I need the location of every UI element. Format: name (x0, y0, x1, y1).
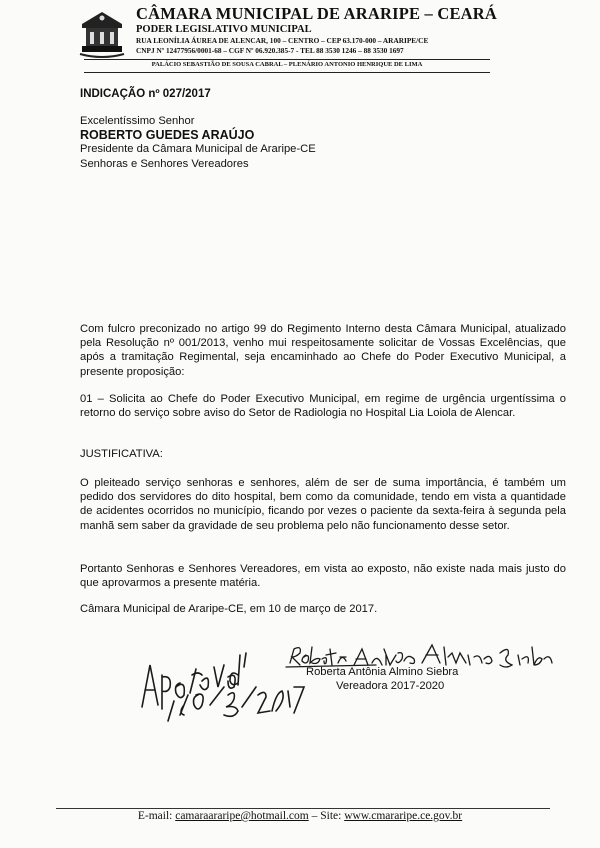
handwritten-signature (286, 645, 552, 667)
addressee-block (80, 114, 316, 171)
chamber-address: RUA LEONÍLIA ÁUREA DE ALENCAR, 100 – CENTRO – CEP 63.170-000 – ARARIPE/CE (136, 36, 429, 45)
signer-role: Vereadora 2017-2020 (336, 680, 445, 692)
letterhead-divider-top (84, 59, 490, 60)
signer-name: Roberta Antônia Almino Siebra (306, 666, 459, 678)
justification-title: JUSTIFICATIVA: (80, 448, 163, 460)
recipient-extra: Senhoras e Senhores Vereadores (80, 157, 249, 170)
municipal-crest-icon (78, 6, 126, 58)
chamber-title: CÂMARA MUNICIPAL DE ARARIPE – CEARÁ (136, 4, 497, 23)
recipient-name: ROBERTO GUEDES ARAÚJO (80, 128, 255, 143)
paragraph-intro: Com fulcro preconizado no artigo 99 do Regimento Interno desta Câmara Municipal, atualizado pela Resolução nº 001/2013, venho mui respeitosamente solicitar de Vossas Excelências, que após a tramitação Regimental, seja encaminhado ao Chefe do Poder Executivo Municipal, a presente proposição: (80, 323, 566, 378)
footer-divider (56, 808, 550, 809)
site-link[interactable]: www.cmararipe.ce.gov.br (344, 810, 463, 822)
footer (0, 810, 600, 822)
email-label: E-mail: (137, 810, 173, 822)
approval-stamp (142, 653, 304, 721)
palace-line: PALÁCIO SEBASTIÃO DE SOUSA CABRAL – PLENÁRIO ANTONIO HENRIQUE DE LIMA (151, 61, 423, 68)
recipient-role: Presidente da Câmara Municipal de Araripe-CE (80, 143, 316, 156)
paragraph-justification-2: Portanto Senhoras e Senhores Vereadores, em vista ao exposto, não existe nada mais justo do que aprovarmos a presente matéria. (80, 563, 566, 590)
chamber-ids: CNPJ Nº 12477956/0001-68 – CGF Nº 06.920.385-7 - TEL 88 3530 1246 – 88 3530 1697 (136, 45, 404, 55)
paragraph-justification-1: O pleiteado serviço senhoras e senhores, além de ser de suma importância, é também um pedido dos servidores do dito hospital, bem como da comunidade, tendo em vista a quantidade de acidentes ocorridos no município, ficando por vezes o paciente da sexta-feira à segunda pela manhã sem saber da gravidade de seu problema pelo não funcionamento desse setor. (80, 477, 566, 532)
paragraph-item: 01 – Solicita ao Chefe do Poder Executivo Municipal, em regime de urgência urgentíssima o retorno do serviço sobre aviso do Setor de Radiologia no Hospital Lia Loiola de Alencar. (80, 393, 566, 420)
salutation: Excelentíssimo Senhor (80, 115, 195, 127)
site-label: Site: (320, 810, 342, 822)
signature-area (140, 635, 560, 725)
document-number: INDICAÇÃO nº 027/2017 (80, 88, 211, 100)
letterhead-divider-bottom (84, 72, 490, 73)
footer-separator: – (311, 810, 318, 822)
email-link[interactable]: camaraararipe@hotmail.com (175, 810, 309, 822)
chamber-subtitle: PODER LEGISLATIVO MUNICIPAL (136, 24, 312, 35)
place-date: Câmara Municipal de Araripe-CE, em 10 de março de 2017. (80, 603, 378, 615)
